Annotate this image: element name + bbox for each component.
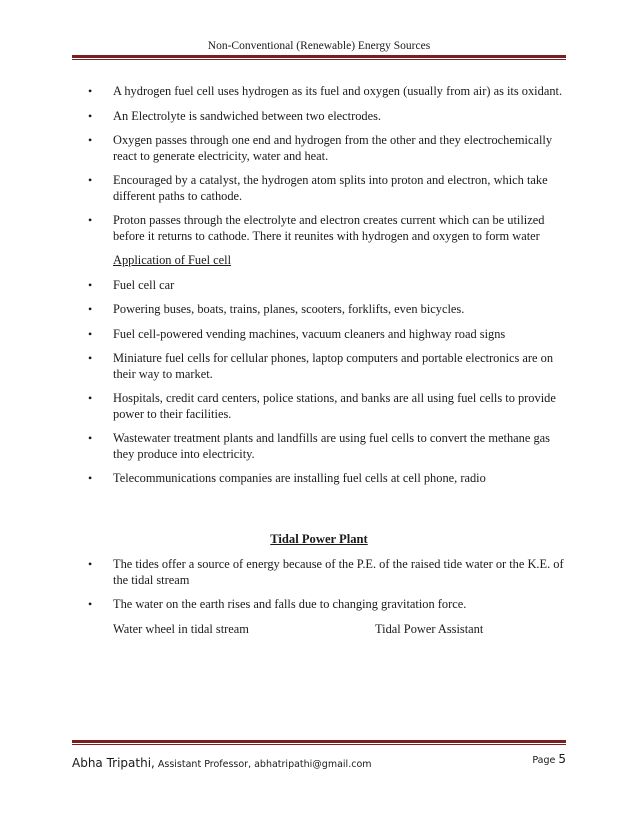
bullet-icon: •: [88, 108, 93, 123]
bullet-icon: •: [88, 133, 93, 147]
fuel-cell-section: [88, 84, 568, 496]
list-item-text: Powering buses, boats, trains, planes, scooters, forklifts, even bicycles.: [113, 302, 465, 316]
list-item: [88, 84, 568, 100]
bullet-icon: •: [88, 326, 93, 341]
list-item: [88, 109, 568, 125]
list-item-text: Fuel cell car: [113, 277, 175, 292]
list-item-text: Encouraged by a catalyst, the hydrogen atom splits into proton and electron, which take different paths to cathode.: [113, 173, 548, 203]
list-item: [88, 327, 568, 343]
footer-divider-thin: [72, 744, 566, 745]
footer-details: Assistant Professor, abhatripathi@gmail.com: [154, 759, 372, 770]
bullet-icon: •: [88, 173, 93, 187]
application-bullet-list: [88, 278, 568, 487]
list-item-text: Wastewater treatment plants and landfills are using fuel cells to convert the methane gas they produce into electricity.: [113, 431, 550, 461]
footer-author: Abha Tripathi,: [72, 756, 155, 770]
bullet-icon: •: [88, 431, 93, 445]
header-divider: [72, 55, 566, 58]
caption-tidal-power-assistant: Tidal Power Assistant: [375, 621, 484, 636]
tidal-bullet-list: [88, 557, 568, 613]
tidal-section: [88, 557, 568, 638]
list-item-text: The water on the earth rises and falls due to changing gravitation force.: [113, 597, 467, 611]
page-header-title: Non-Conventional (Renewable) Energy Sources: [207, 40, 431, 52]
fuel-cell-bullet-list: [88, 84, 568, 244]
list-item: [88, 302, 568, 318]
list-item: [88, 213, 568, 244]
list-item-text: Proton passes through the electrolyte and electron creates current which can be utilized before it returns to cathode. There it reunites with hydrogen and oxygen to form water: [113, 213, 545, 243]
list-item: [88, 351, 568, 382]
list-item: [88, 471, 568, 487]
bullet-icon: •: [88, 391, 93, 405]
list-item-text: Oxygen passes through one end and hydrogen from the other and they electrochemically react to generate electricity, water and heat.: [113, 133, 553, 163]
bullet-icon: •: [88, 277, 93, 292]
page-footer: [72, 752, 566, 771]
list-item: [88, 597, 568, 613]
bullet-icon: •: [88, 557, 93, 571]
list-item-text: Hospitals, credit card centers, police stations, and banks are all using fuel cells to provide power to their facilities.: [113, 391, 556, 421]
list-item-text: Telecommunications companies are installing fuel cells at cell phone, radio: [113, 471, 486, 485]
bullet-icon: •: [88, 597, 93, 611]
page-number-block: [532, 752, 566, 766]
bullet-icon: •: [88, 213, 93, 227]
list-item: [88, 391, 568, 422]
list-item-text: The tides offer a source of energy because of the P.E. of the raised tide water or the K.E. of the tidal stream: [113, 557, 564, 587]
footer-divider: [72, 740, 566, 743]
list-item: [88, 278, 568, 294]
bullet-icon: •: [88, 302, 93, 316]
list-item-text: Miniature fuel cells for cellular phones, laptop computers and portable electronics are on their way to market.: [113, 351, 554, 381]
page-number: 5: [558, 752, 566, 766]
page-label: Page: [532, 755, 559, 766]
list-item: [88, 173, 568, 204]
caption-water-wheel: Water wheel in tidal stream: [113, 621, 249, 636]
list-item: [88, 557, 568, 588]
bullet-icon: •: [88, 351, 93, 365]
list-item-text: An Electrolyte is sandwiched between two electrodes.: [113, 108, 382, 123]
bullet-icon: •: [88, 471, 93, 485]
list-item-text: Fuel cell-powered vending machines, vacuum cleaners and highway road signs: [113, 326, 506, 341]
list-item: [88, 133, 568, 164]
bullet-icon: •: [88, 84, 93, 98]
list-item: [88, 431, 568, 462]
tidal-section-title: Tidal Power Plant: [270, 532, 368, 546]
list-item-text: A hydrogen fuel cell uses hydrogen as its fuel and oxygen (usually from air) as its oxidant.: [113, 84, 563, 98]
figure-captions: [88, 622, 568, 638]
application-heading: Application of Fuel cell: [113, 253, 232, 267]
header-divider-thin: [72, 59, 566, 60]
